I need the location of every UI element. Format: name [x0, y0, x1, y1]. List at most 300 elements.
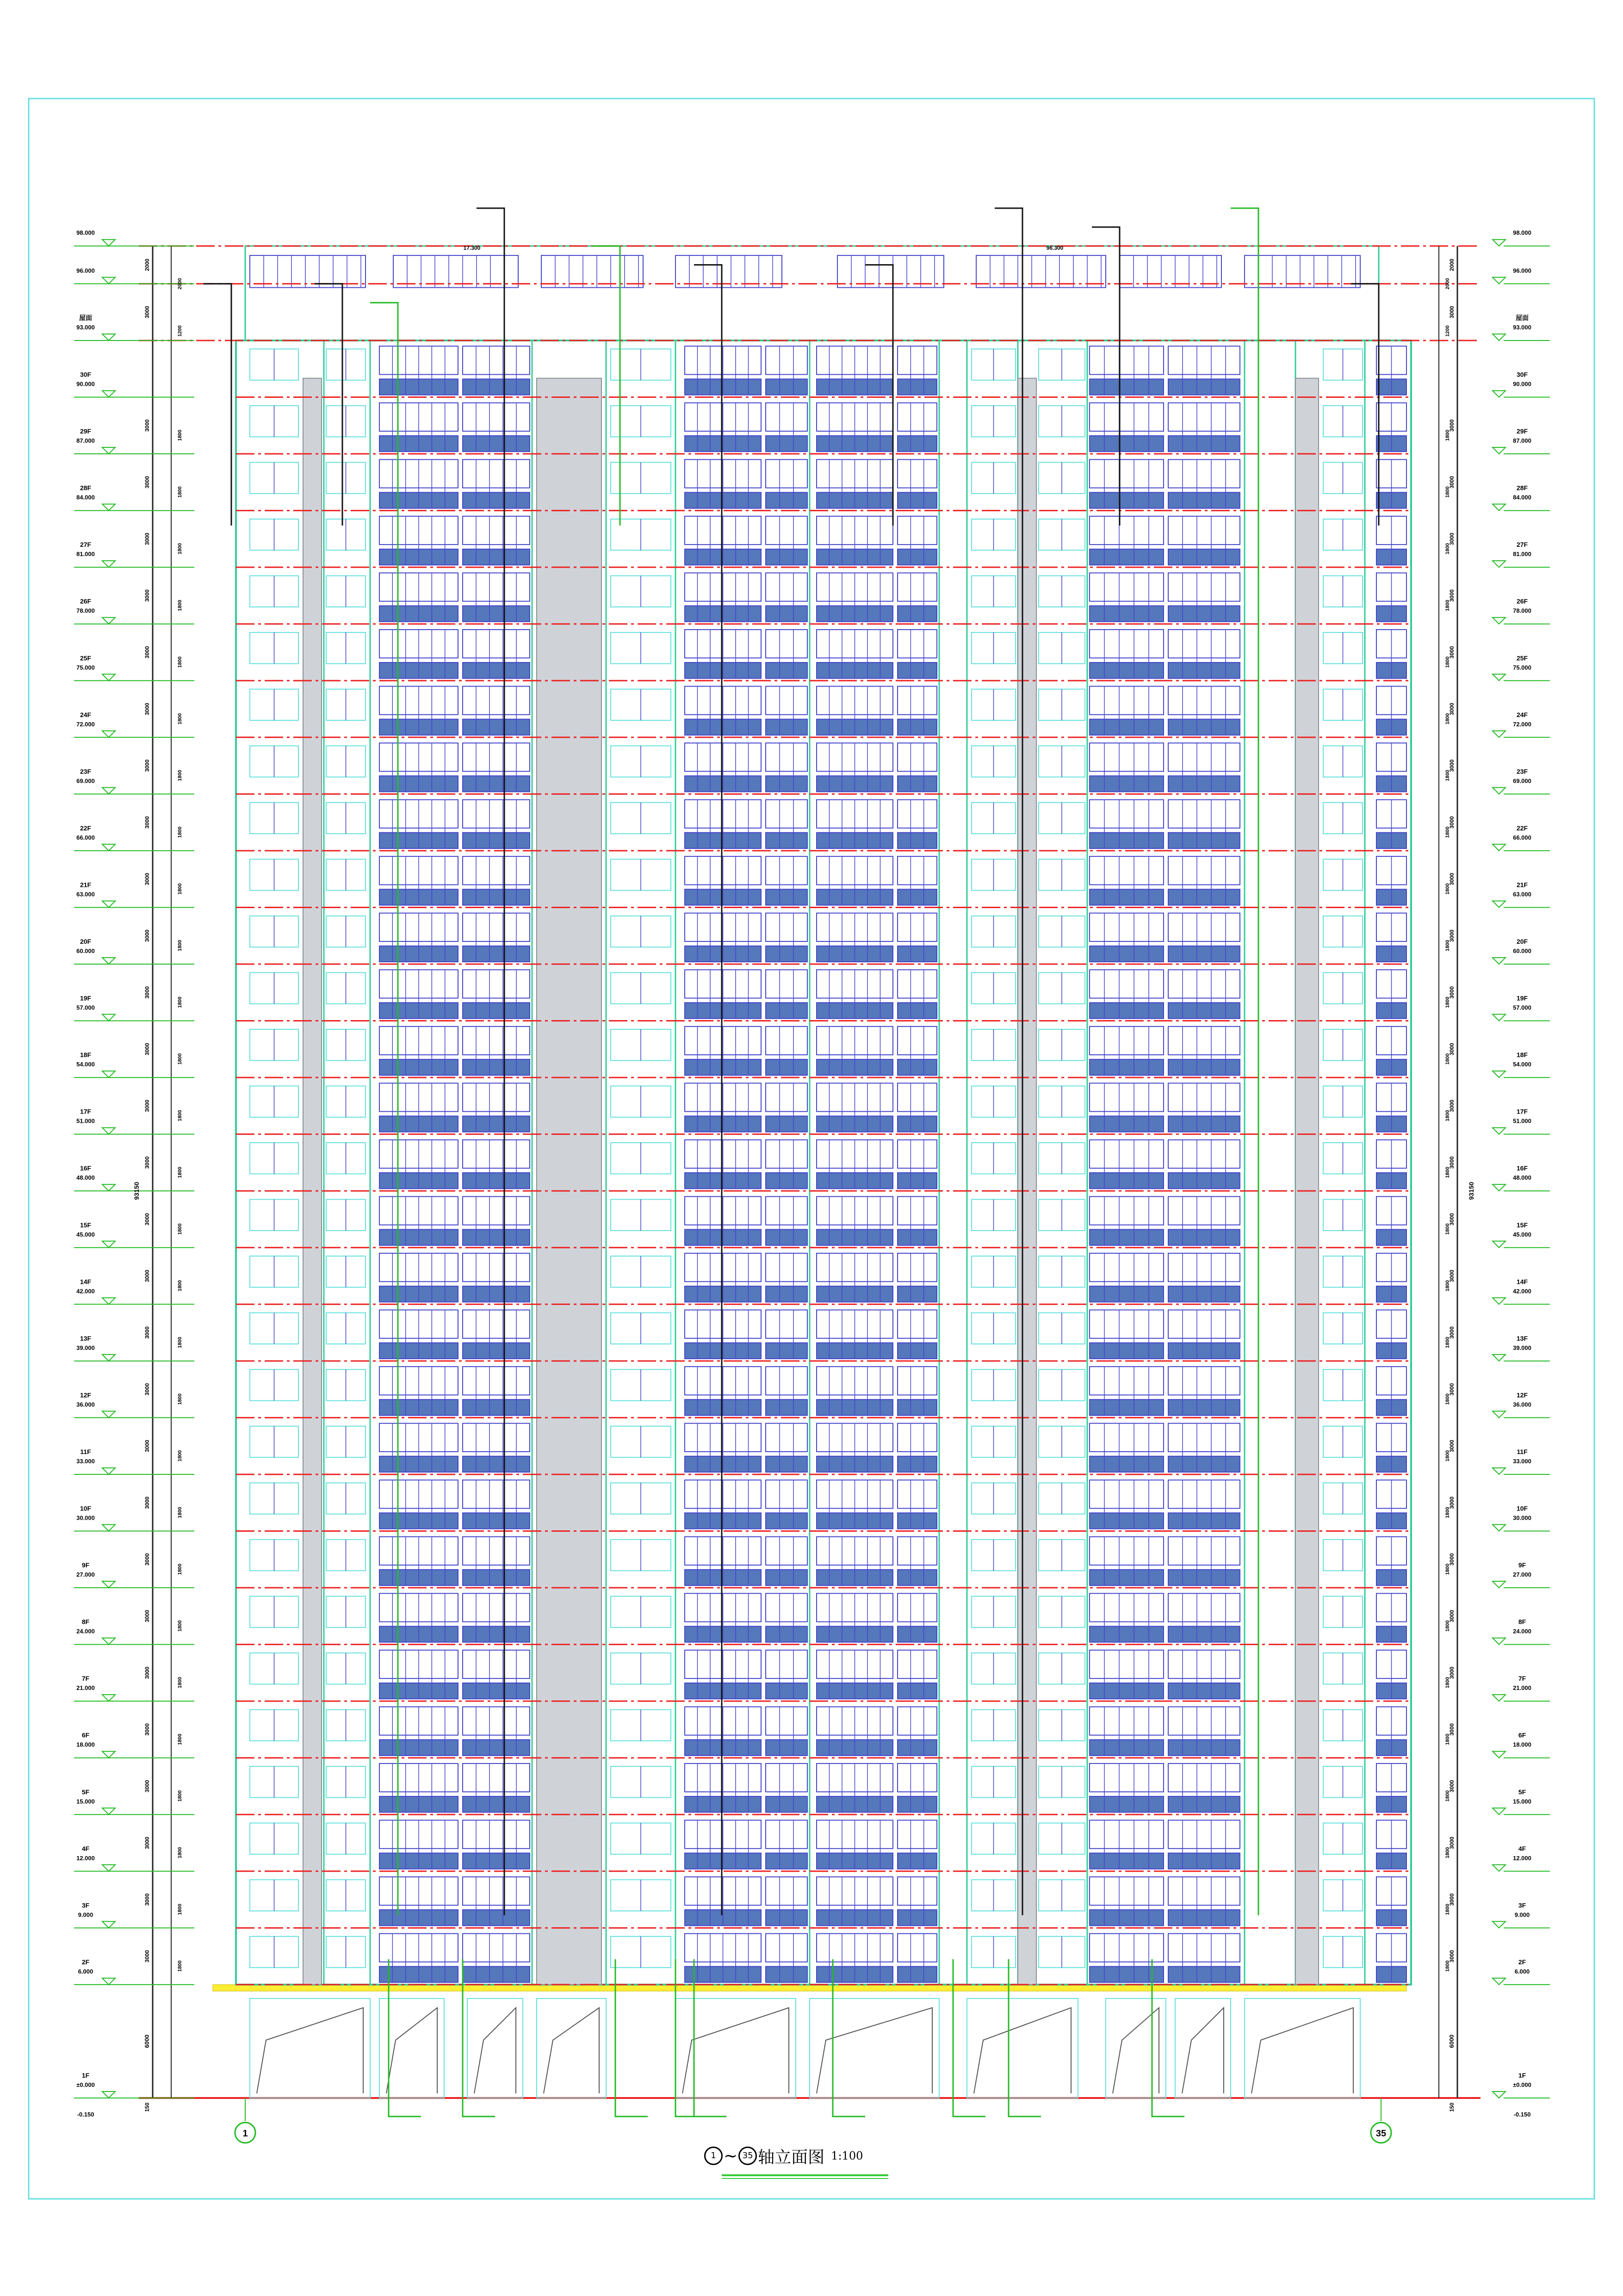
left-dim-sill-16: 1800	[177, 1166, 183, 1178]
right-elevation-label-4: 15.000	[1513, 1798, 1531, 1805]
left-level-triangle-7	[102, 1638, 115, 1645]
spandrel-28-1	[463, 492, 530, 508]
right-level-triangle-3	[1493, 1865, 1505, 1871]
left-dim-typ-26: 3000	[144, 589, 150, 602]
spandrel-21-3	[766, 889, 807, 905]
left-dim-sill-7: 1800	[177, 1677, 183, 1689]
right-dim-sill-11: 1800	[1445, 1450, 1450, 1462]
spandrel-3-6	[1090, 1910, 1164, 1925]
spandrel-18-1	[463, 1059, 530, 1075]
left-elevation-label-9: 30.000	[76, 1514, 95, 1522]
spandrel-23-1	[463, 776, 530, 792]
spandrel-23-6	[1090, 776, 1164, 792]
window-25-3	[766, 630, 807, 658]
right-level-triangle-19	[1493, 958, 1505, 964]
left-level-triangle-11	[102, 1411, 115, 1417]
stair-strip-2	[1018, 378, 1036, 1985]
right-elevation-label-28: 87.000	[1513, 437, 1531, 445]
spandrel-10-5	[898, 1513, 937, 1529]
left-elevation-label-14: 45.000	[76, 1231, 95, 1238]
right-dim-sill-25: 1800	[1445, 656, 1450, 668]
window-5-3	[766, 1764, 807, 1792]
window-4-6	[1090, 1820, 1164, 1849]
window-8-7	[1168, 1593, 1240, 1621]
left-dim-sill-19: 1800	[177, 996, 183, 1008]
spandrel-13-3	[766, 1343, 807, 1359]
spandrel-29-6	[1090, 436, 1164, 452]
window-4-5	[898, 1820, 937, 1849]
spandrel-20-6	[1090, 946, 1164, 962]
roof-frame-3	[675, 255, 782, 287]
left-dim-top-3: 3000	[144, 306, 150, 319]
spandrel-17-6	[1090, 1116, 1164, 1132]
left-level-triangle-23	[102, 731, 115, 737]
window-4-3	[766, 1820, 807, 1849]
spandrel-12-7	[1168, 1399, 1240, 1415]
left-floor-label-7: 8F	[81, 1618, 90, 1626]
window-15-5	[898, 1196, 937, 1225]
right-dim-sill-5: 1800	[1445, 1790, 1450, 1802]
left-elevation-label-23: 72.000	[76, 720, 95, 728]
spandrel-29-3	[766, 436, 807, 452]
left-level-triangle-26	[102, 561, 115, 567]
spandrel-9-7	[1168, 1570, 1240, 1585]
left-dim-sill-10: 1800	[177, 1507, 183, 1518]
spandrel-5-1	[463, 1796, 530, 1812]
left-level-triangle-10	[102, 1468, 115, 1474]
right-elevation-label-6: 21.000	[1513, 1684, 1531, 1692]
left-dim-sill-21: 1800	[177, 883, 183, 895]
spandrel-10-3	[766, 1513, 807, 1529]
spandrel-13-6	[1090, 1343, 1164, 1359]
spandrel-17-5	[898, 1116, 937, 1132]
left-floor-label-25: 26F	[80, 597, 92, 605]
right-dim-typ-15: 3000	[1449, 1213, 1455, 1225]
left-floor-label-18: 19F	[80, 994, 92, 1002]
window-12-7	[1168, 1367, 1240, 1395]
window-6-7	[1168, 1707, 1240, 1735]
left-dim-typ-4: 3000	[144, 1837, 150, 1849]
right-floor-label-17: 18F	[1516, 1051, 1528, 1059]
right-floor-label-19: 20F	[1516, 938, 1528, 945]
left-dim-sill-22: 1800	[177, 826, 183, 838]
window-10-3	[766, 1480, 807, 1508]
window-14-7	[1168, 1253, 1240, 1281]
window-20-3	[766, 913, 807, 941]
stair-strip-1	[537, 378, 601, 1985]
right-dim-typ-26: 3000	[1449, 589, 1455, 602]
window-18-7	[1168, 1027, 1240, 1055]
left-dim-sill-18: 1800	[177, 1053, 183, 1065]
window-26-6	[1090, 573, 1164, 601]
right-dim-sill-7: 1800	[1445, 1677, 1450, 1689]
window-18-1	[463, 1027, 530, 1055]
right-level-triangle-26	[1493, 561, 1505, 567]
bottom-leader-2	[615, 1959, 648, 2117]
spandrel-3-7	[1168, 1910, 1240, 1925]
right-dim-sill-6: 1800	[1445, 1733, 1450, 1745]
right-elevation-label-25: 78.000	[1513, 607, 1531, 614]
spandrel-5-3	[766, 1796, 807, 1812]
left-dim-typ-7: 3000	[144, 1666, 150, 1679]
window-7-3	[766, 1650, 807, 1678]
spandrel-21-1	[463, 889, 530, 905]
right-level-triangle-24	[1493, 674, 1505, 681]
window-19-6	[1090, 970, 1164, 998]
spandrel-30-6	[1090, 379, 1164, 395]
right-level-triangle-15	[1493, 1184, 1505, 1191]
window-12-3	[766, 1367, 807, 1395]
right-level-triangle-4	[1493, 1808, 1505, 1814]
window-11-6	[1090, 1423, 1164, 1452]
right-dim-typ-27: 3000	[1449, 532, 1455, 545]
left-floor-label-16: 17F	[80, 1108, 92, 1115]
window-18-5	[898, 1027, 937, 1055]
left-dim-sill-3: 1800	[177, 1904, 183, 1915]
window-10-1	[463, 1480, 530, 1508]
spandrel-5-5	[898, 1796, 937, 1812]
right-floor-label-24: 25F	[1516, 654, 1528, 662]
roof-parapet	[245, 246, 1379, 340]
spandrel-14-5	[898, 1286, 937, 1302]
left-dim-typ-9: 3000	[144, 1553, 150, 1566]
shopfront-6	[967, 1999, 1078, 2098]
shopfront-door-8	[1182, 2008, 1224, 2093]
spandrel-6-3	[766, 1739, 807, 1755]
left-level-triangle-13	[102, 1298, 115, 1304]
right-dim-typ-22: 3000	[1449, 816, 1455, 829]
spandrel-11-6	[1090, 1456, 1164, 1472]
right-elevation-label-0: ±0.000	[1513, 2081, 1531, 2088]
caption-axis-start: 1	[704, 2147, 723, 2165]
right-elevation-label-27: 84.000	[1513, 494, 1531, 501]
right-elevation-label-31: 96.000	[1513, 267, 1531, 274]
bottom-leader-3	[675, 1959, 708, 2117]
spandrel-11-7	[1168, 1456, 1240, 1472]
drawing-caption	[703, 2140, 925, 2172]
shopfront-door-9	[1251, 2008, 1353, 2093]
window-8-5	[898, 1593, 937, 1621]
leader-line-0	[204, 284, 231, 526]
left-dim-top-4: 1200	[177, 325, 183, 337]
window-17-3	[766, 1083, 807, 1111]
right-elevation-label-2: 9.000	[1514, 1911, 1530, 1918]
right-dim-sill-18: 1800	[1445, 1053, 1450, 1065]
window-17-1	[463, 1083, 530, 1111]
window-23-1	[463, 743, 530, 771]
left-level-triangle-17	[102, 1071, 115, 1077]
left-level-triangle-4	[102, 1808, 115, 1814]
sheet-frame	[29, 99, 1594, 2199]
spandrel-3-5	[898, 1910, 937, 1925]
right-elevation-label-20: 63.000	[1513, 891, 1531, 898]
left-elevation-label-24: 75.000	[76, 664, 95, 671]
right-level-triangle-0	[1493, 2092, 1505, 2098]
right-elevation-label-8: 27.000	[1513, 1571, 1531, 1578]
right-floor-label-11: 12F	[1516, 1391, 1528, 1399]
window-7-5	[898, 1650, 937, 1678]
spandrel-17-1	[463, 1116, 530, 1132]
spandrel-26-1	[463, 606, 530, 621]
left-level-triangle-20	[102, 901, 115, 907]
window-30-1	[463, 346, 530, 374]
spandrel-29-1	[463, 436, 530, 452]
right-dim-typ-28: 3000	[1449, 476, 1455, 489]
right-level-triangle-7	[1493, 1638, 1505, 1645]
left-level-triangle-29	[102, 391, 115, 397]
left-floor-label-11: 12F	[80, 1391, 92, 1399]
left-floor-label-30: 屋面	[79, 314, 92, 322]
window-19-7	[1168, 970, 1240, 998]
left-level-triangle-9	[102, 1525, 115, 1531]
spandrel-28-7	[1168, 492, 1240, 508]
window-27-1	[463, 516, 530, 545]
left-dim-typ-11: 3000	[144, 1440, 150, 1453]
spandrel-17-7	[1168, 1116, 1240, 1132]
spandrel-27-5	[898, 549, 937, 565]
right-dim-typ-2: 3000	[1449, 1950, 1455, 1962]
left-elevation-label-6: 21.000	[76, 1684, 95, 1692]
spandrel-30-5	[898, 379, 937, 395]
right-dim-typ-11: 3000	[1449, 1440, 1455, 1453]
window-7-6	[1090, 1650, 1164, 1678]
left-dim-typ-18: 3000	[144, 1043, 150, 1056]
window-26-7	[1168, 573, 1240, 601]
left-level-triangle-5	[102, 1751, 115, 1758]
right-dim-typ-25: 3000	[1449, 646, 1455, 659]
spandrel-22-3	[766, 833, 807, 848]
left-level-triangle-12	[102, 1355, 115, 1361]
window-9-1	[463, 1537, 530, 1565]
left-floor-label-8: 9F	[81, 1561, 90, 1569]
window-11-7	[1168, 1423, 1240, 1452]
window-11-1	[463, 1423, 530, 1452]
right-elevation-label-18: 57.000	[1513, 1004, 1531, 1011]
right-level-triangle-23	[1493, 731, 1505, 737]
left-floor-label-0: 1F	[81, 2072, 90, 2079]
right-floor-label-1: 2F	[1518, 1958, 1526, 1966]
left-level-annotations	[74, 229, 194, 2118]
spandrel-7-3	[766, 1683, 807, 1699]
window-30-3	[766, 346, 807, 374]
left-dim-typ-28: 3000	[144, 476, 150, 489]
stair-strip-0	[303, 378, 322, 1985]
window-20-1	[463, 913, 530, 941]
right-elevation-label-16: 51.000	[1513, 1117, 1531, 1125]
right-elevation-label-17: 54.000	[1513, 1061, 1531, 1068]
window-16-6	[1090, 1140, 1164, 1168]
roof-frame-4	[837, 255, 944, 287]
right-dim-typ-6: 3000	[1449, 1723, 1455, 1736]
left-floor-label-6: 7F	[81, 1675, 90, 1683]
left-floor-label-23: 24F	[80, 711, 92, 718]
spandrel-4-6	[1090, 1853, 1164, 1869]
spandrel-2-3	[766, 1967, 807, 1982]
window-27-6	[1090, 516, 1164, 545]
spandrel-15-3	[766, 1230, 807, 1245]
left-elevation-label-20: 63.000	[76, 891, 95, 898]
left-elevation-label-0: ±0.000	[76, 2081, 95, 2088]
window-14-5	[898, 1253, 937, 1281]
top-mark-2: 96.300	[1046, 244, 1064, 251]
axis-right-label: 35	[1375, 2129, 1387, 2139]
left-floor-label-12: 13F	[80, 1334, 92, 1342]
left-dim-typ-21: 3000	[144, 873, 150, 885]
right-level-triangle-6	[1493, 1695, 1505, 1701]
left-elevation-label-15: 48.000	[76, 1174, 95, 1182]
right-dim-sill-22: 1800	[1445, 826, 1450, 838]
spandrel-10-1	[463, 1513, 530, 1529]
right-elevation-label-7: 24.000	[1513, 1628, 1531, 1635]
spandrel-25-7	[1168, 662, 1240, 678]
spandrel-25-1	[463, 662, 530, 678]
spandrel-8-3	[766, 1626, 807, 1642]
spandrel-14-6	[1090, 1286, 1164, 1302]
window-26-3	[766, 573, 807, 601]
left-elevation-label-12: 39.000	[76, 1344, 95, 1351]
right-floor-label-16: 17F	[1516, 1108, 1528, 1115]
window-27-5	[898, 516, 937, 545]
spandrel-26-5	[898, 606, 937, 621]
right-dim-typ-20: 3000	[1449, 929, 1455, 942]
left-dim-sill-8: 1800	[177, 1620, 183, 1632]
left-floor-label-9: 10F	[80, 1504, 92, 1512]
spandrel-23-7	[1168, 776, 1240, 792]
left-dim-top-1: 2000	[144, 259, 150, 271]
spandrel-20-7	[1168, 946, 1240, 962]
spandrel-13-1	[463, 1343, 530, 1359]
right-level-triangle-5	[1493, 1751, 1505, 1758]
window-23-5	[898, 743, 937, 771]
left-dim-sill-20: 1800	[177, 940, 183, 952]
shopfront-door-3	[544, 2008, 599, 2093]
left-dim-typ-6: 3000	[144, 1723, 150, 1736]
right-elevation-label-32: 98.000	[1513, 229, 1531, 236]
spandrel-13-5	[898, 1343, 937, 1359]
window-25-5	[898, 630, 937, 658]
left-dim-typ-2: 3000	[144, 1950, 150, 1962]
spandrel-25-5	[898, 662, 937, 678]
left-level-triangle-2	[102, 1921, 115, 1928]
left-dim-typ-14: 3000	[144, 1269, 150, 1282]
caption-title: 轴立面图	[758, 2147, 825, 2167]
left-floor-label-21: 22F	[80, 824, 92, 832]
window-5-5	[898, 1764, 937, 1792]
shopfront-door-6	[974, 2008, 1071, 2093]
window-17-6	[1090, 1083, 1164, 1111]
spandrel-6-5	[898, 1739, 937, 1755]
window-13-5	[898, 1310, 937, 1338]
window-30-6	[1090, 346, 1164, 374]
spandrel-24-3	[766, 719, 807, 735]
left-dim-sill-2: 1800	[177, 1960, 183, 1972]
window-6-1	[463, 1707, 530, 1735]
spandrel-21-5	[898, 889, 937, 905]
left-dim-typ-23: 3000	[144, 759, 150, 772]
right-dim-ground: 6000	[1448, 2034, 1455, 2048]
left-elevation-label-7: 24.000	[76, 1628, 95, 1635]
right-level-triangle-30	[1493, 334, 1505, 340]
right-dim-sill-17: 1800	[1445, 1110, 1450, 1121]
left-dim-typ-20: 3000	[144, 929, 150, 942]
spandrel-24-6	[1090, 719, 1164, 735]
window-8-1	[463, 1593, 530, 1621]
left-dim-typ-17: 3000	[144, 1100, 150, 1112]
window-26-5	[898, 573, 937, 601]
window-17-7	[1168, 1083, 1240, 1111]
spandrel-25-6	[1090, 662, 1164, 678]
spandrel-10-7	[1168, 1513, 1240, 1529]
left-dim-sill-13: 1800	[177, 1337, 183, 1349]
right-level-triangle-9	[1493, 1525, 1505, 1531]
left-floor-label-29: 30F	[80, 371, 92, 378]
window-25-6	[1090, 630, 1164, 658]
left-elevation-label-25: 78.000	[76, 607, 95, 614]
right-dim-typ-3: 3000	[1449, 1893, 1455, 1906]
left-dim-typ-13: 3000	[144, 1326, 150, 1339]
left-level-triangle-14	[102, 1241, 115, 1248]
spandrel-19-6	[1090, 1003, 1164, 1018]
window-25-7	[1168, 630, 1240, 658]
window-12-5	[898, 1367, 937, 1395]
spandrel-18-7	[1168, 1059, 1240, 1075]
right-floor-label-7: 8F	[1518, 1618, 1526, 1626]
left-floor-label-24: 25F	[80, 654, 92, 662]
right-dim-sill-28: 1800	[1445, 486, 1450, 498]
spandrel-9-5	[898, 1570, 937, 1585]
axis-left-label: 1	[242, 2129, 248, 2139]
right-floor-label-30: 屋面	[1516, 314, 1529, 322]
right-floor-label-13: 14F	[1516, 1278, 1528, 1286]
left-level-triangle-8	[102, 1581, 115, 1588]
window-29-5	[898, 403, 937, 431]
left-dim-sill-6: 1800	[177, 1733, 183, 1745]
left-elevation-label-13: 42.000	[76, 1287, 95, 1295]
right-dim-sill-2: 1800	[1445, 1960, 1450, 1972]
right-dim-sill-21: 1800	[1445, 883, 1450, 895]
left-floor-label-10: 11F	[80, 1448, 91, 1455]
window-5-6	[1090, 1764, 1164, 1792]
window-3-7	[1168, 1877, 1240, 1905]
spandrel-17-3	[766, 1116, 807, 1132]
window-10-6	[1090, 1480, 1164, 1508]
right-dim-typ-9: 3000	[1449, 1553, 1455, 1566]
window-9-7	[1168, 1537, 1240, 1565]
right-level-triangle-28	[1493, 447, 1505, 454]
right-floor-label-28: 29F	[1516, 427, 1528, 435]
spandrel-4-1	[463, 1853, 530, 1869]
window-22-5	[898, 800, 937, 828]
spandrel-4-5	[898, 1853, 937, 1869]
left-floor-label-27: 28F	[80, 484, 92, 492]
left-elevation-label-10: 33.000	[76, 1457, 95, 1465]
spandrel-3-3	[766, 1910, 807, 1925]
spandrel-23-3	[766, 776, 807, 792]
spandrel-19-5	[898, 1003, 937, 1018]
spandrel-20-3	[766, 946, 807, 962]
right-level-triangle-20	[1493, 901, 1505, 907]
window-19-5	[898, 970, 937, 998]
spandrel-26-7	[1168, 606, 1240, 621]
spandrel-16-5	[898, 1173, 937, 1188]
spandrel-27-3	[766, 549, 807, 565]
left-elevation-label-31: 96.000	[76, 267, 95, 274]
left-floor-label-4: 5F	[81, 1788, 90, 1796]
window-15-7	[1168, 1196, 1240, 1225]
spandrel-28-5	[898, 492, 937, 508]
caption-axis-end: 35	[738, 2147, 757, 2165]
right-dim-typ-17: 3000	[1449, 1100, 1455, 1112]
